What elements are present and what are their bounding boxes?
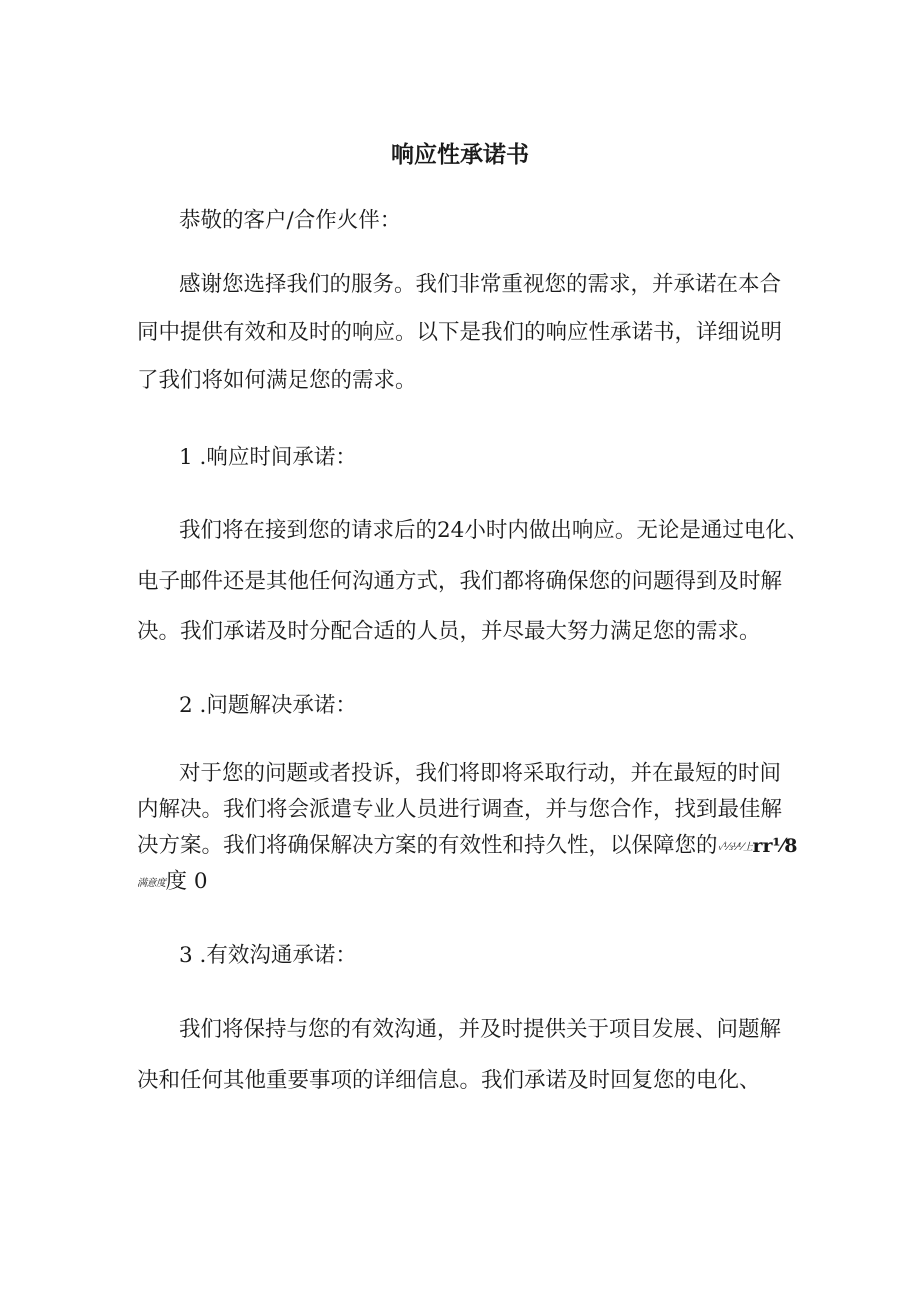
section-1-line-3: 决。我们承诺及时分配合适的人员，并尽最大努力满足您的需求。 xyxy=(137,619,761,644)
section-2-line-4 xyxy=(137,867,797,899)
intro-line-1: 感谢您选择我们的服务。我们非常重视您的需求，并承诺在本合 xyxy=(179,272,782,297)
garbled-text-b: rr⅟8 xyxy=(752,835,798,857)
section-1-line-2: 电子邮件还是其他任何沟通方式，我们都将确保您的问题得到及时解 xyxy=(137,569,783,594)
section-3-line-2: 决和任何其他重要事项的详细信息。我们承诺及时回复您的电化、 xyxy=(137,1068,761,1093)
section-2-line-2: 内解决。我们将会派遣专业人员进行调查，并与您合作，找到最佳解 xyxy=(137,797,783,822)
intro-line-3: 了我们将如何满足您的需求。 xyxy=(137,368,417,393)
section-2-line-3-text: 决方案。我们将确保解决方案的有效性和持久性，以保障您的 xyxy=(137,833,718,858)
salutation: 恭敬的客户/合作火伴： xyxy=(179,208,402,233)
intro-line-2: 同中提供有效和及时的响应。以下是我们的响应性承诺书，详细说明 xyxy=(137,320,783,345)
section-2-heading: 2 .问题解决承诺： xyxy=(179,693,357,718)
section-1-heading: 1 .响应时间承诺： xyxy=(179,445,357,470)
garbled-text-a: ✓⅓⅟⅟上 xyxy=(717,842,753,853)
section-1-line-1: 我们将在接到您的请求后的24小时内做出响应。无论是通过电化、 xyxy=(179,518,809,543)
section-3-heading: 3 .有效沟通承诺： xyxy=(179,943,357,968)
section-2-line-4-text: 度 0 xyxy=(165,869,208,894)
section-2-line-3 xyxy=(137,831,797,863)
garbled-small-text: 满意度 xyxy=(137,878,166,889)
section-2-line-1: 对于您的问题或者投诉，我们将即将采取行动，并在最短的时间 xyxy=(179,761,782,786)
section-3-line-1: 我们将保持与您的有效沟通，并及时提供关于项目发展、问题解 xyxy=(179,1017,782,1042)
document-title: 响应性承诺书 xyxy=(391,142,529,168)
